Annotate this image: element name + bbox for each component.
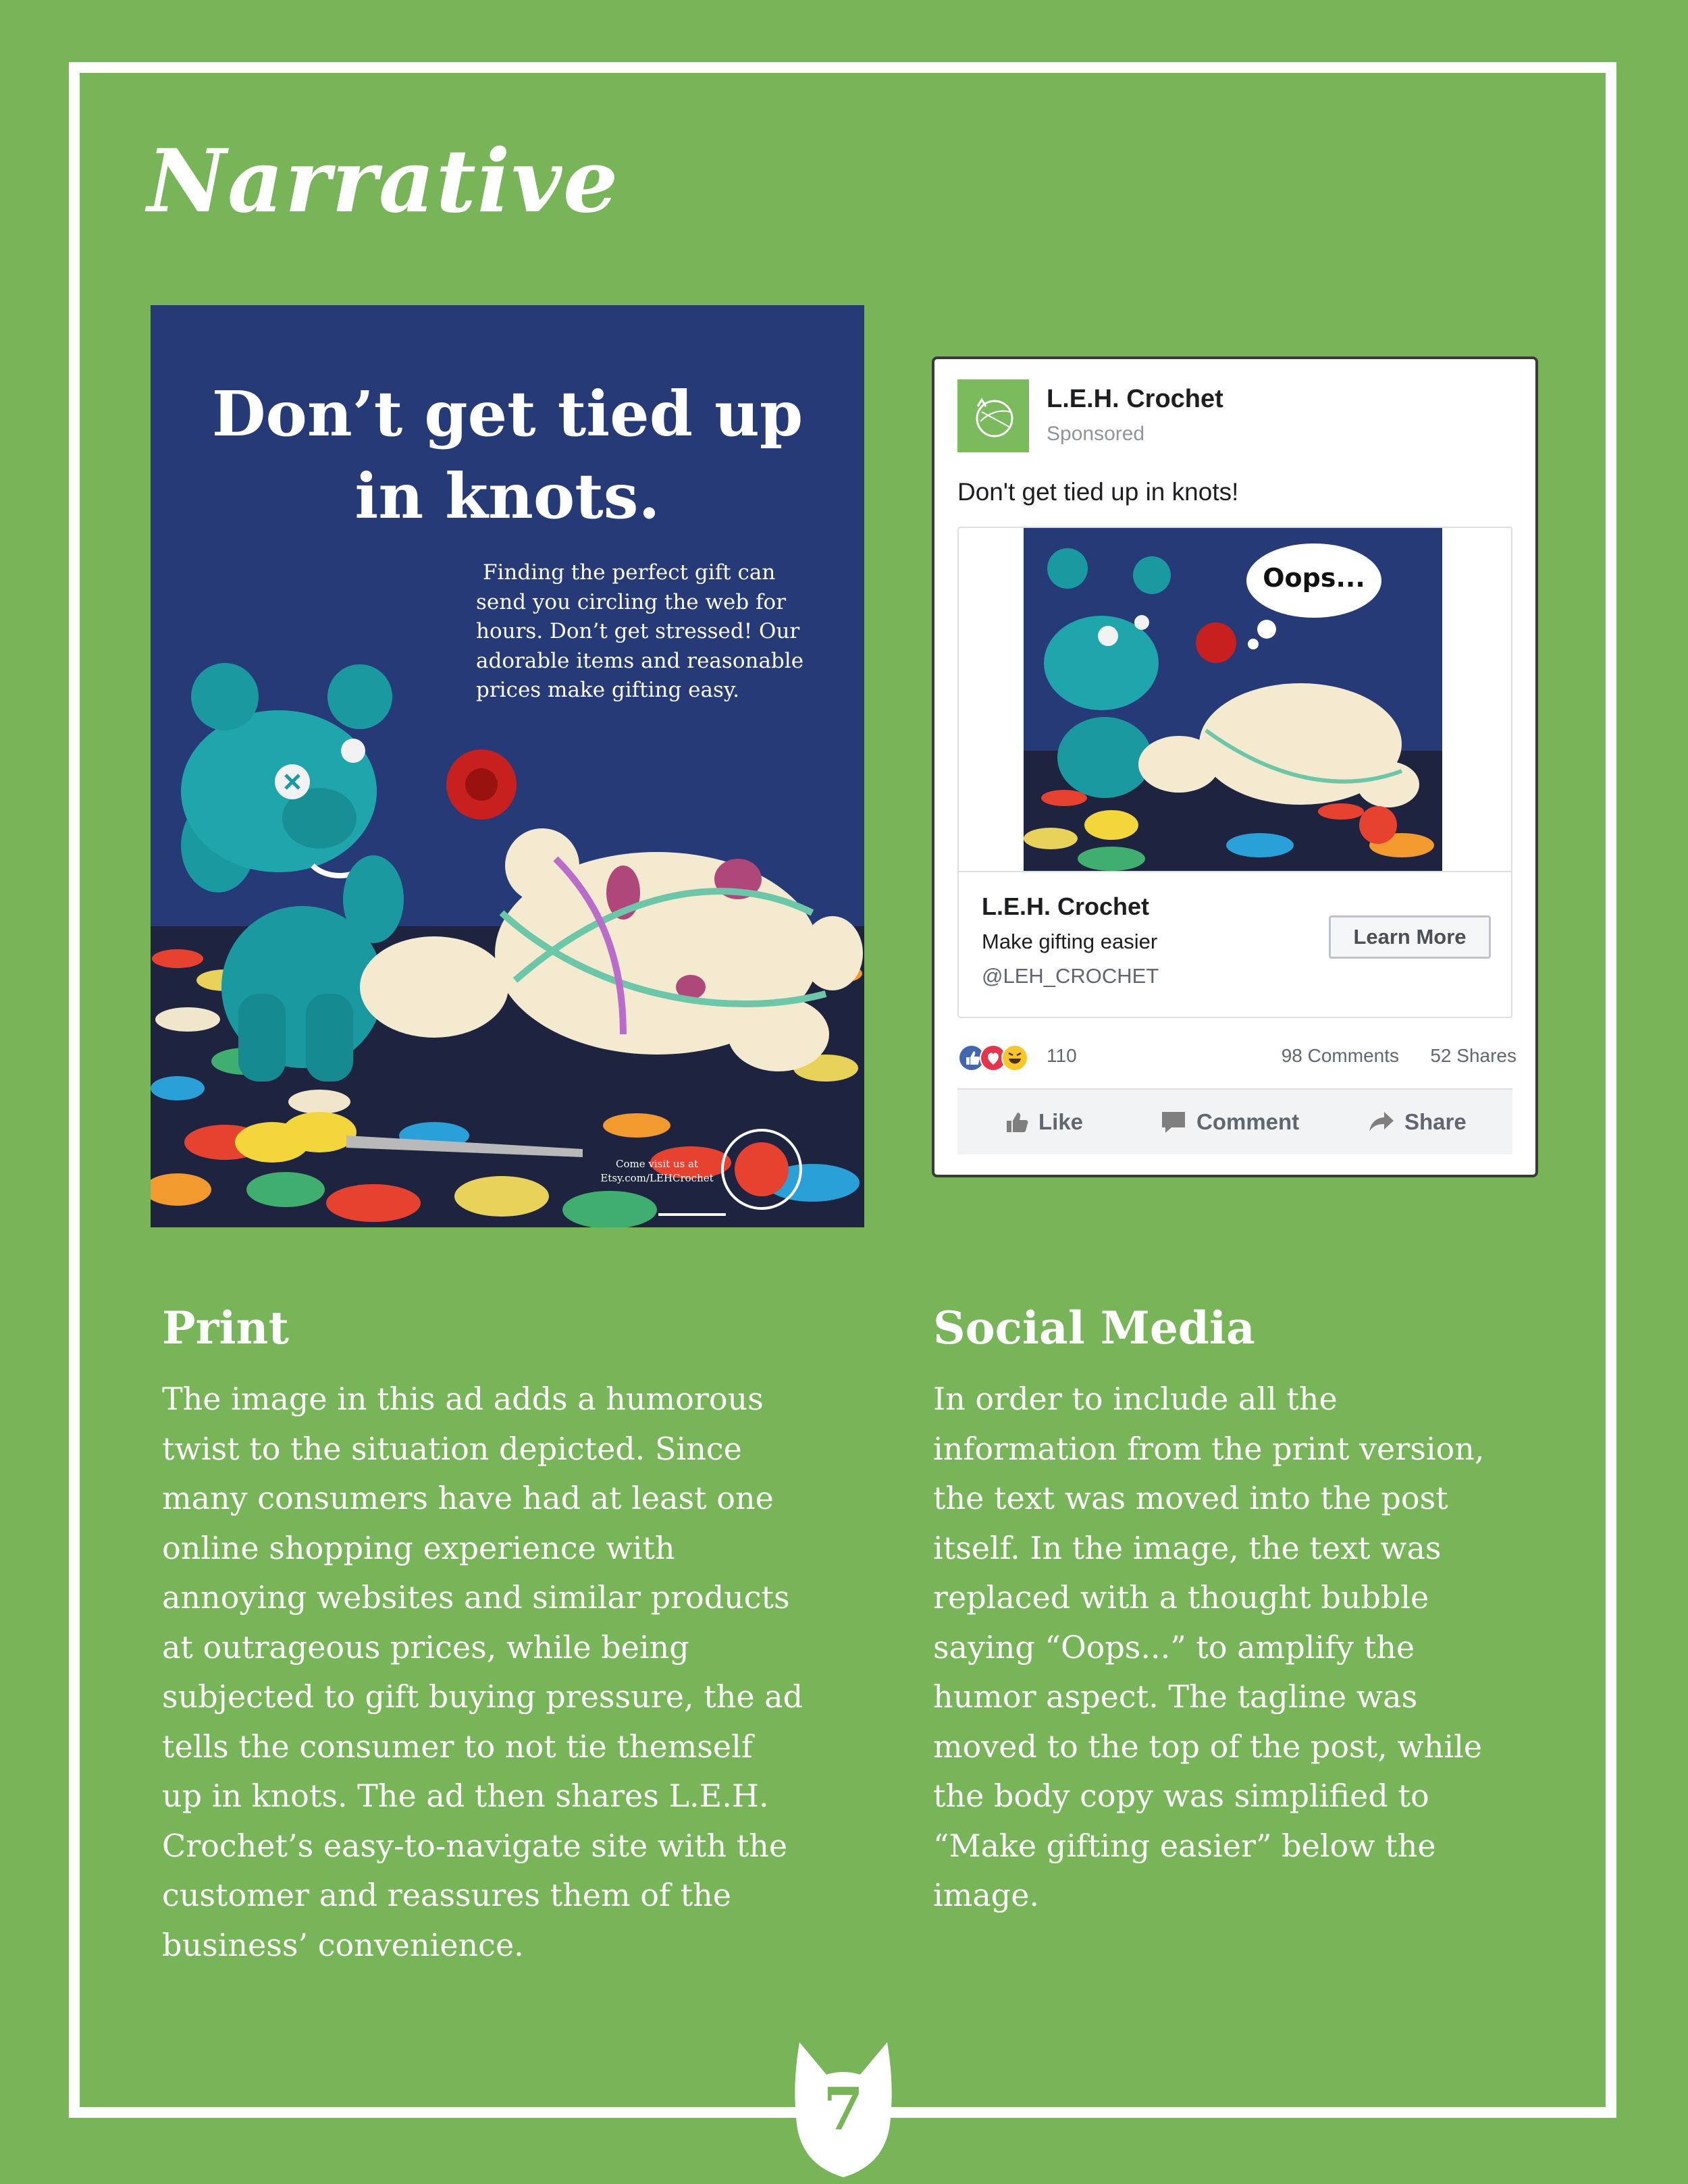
text-line: at outrageous prices, while being bbox=[162, 1628, 689, 1666]
text-line: customer and reassures them of the bbox=[162, 1877, 731, 1913]
visit-line-1: Come visit us at bbox=[615, 1158, 699, 1170]
text-line: humor aspect. The tagline was bbox=[933, 1678, 1418, 1715]
red-bow bbox=[446, 749, 517, 820]
text-line: the body copy was simplified to bbox=[933, 1778, 1429, 1814]
text-line: itself. In the image, the text was bbox=[933, 1529, 1442, 1566]
like-button[interactable] bbox=[1005, 1090, 1083, 1154]
text-line: In order to include all the bbox=[933, 1381, 1338, 1417]
comment-icon bbox=[1160, 1110, 1187, 1134]
body-line: prices make gifting easy. bbox=[476, 678, 740, 702]
print-ad-headline bbox=[151, 373, 864, 537]
reaction-icons[interactable] bbox=[957, 1044, 1032, 1072]
body-line: Finding the perfect gift can bbox=[483, 560, 776, 585]
text-line: up in knots. The ad then shares L.E.H. bbox=[162, 1778, 769, 1814]
text-line: business’ convenience. bbox=[162, 1926, 524, 1963]
cream-bear bbox=[360, 828, 863, 1071]
page-number: 7 bbox=[823, 2075, 864, 2143]
card-handle: @LEH_CROCHET bbox=[982, 964, 1159, 988]
print-ad-underline bbox=[658, 1213, 726, 1216]
text-line: the text was moved into the post bbox=[933, 1480, 1448, 1516]
text-line: twist to the situation depicted. Since bbox=[162, 1430, 742, 1467]
card-subtitle: Make gifting easier bbox=[982, 930, 1158, 953]
page-avatar[interactable] bbox=[957, 379, 1029, 452]
comment-label: Comment bbox=[1196, 1109, 1300, 1134]
like-label: Like bbox=[1038, 1109, 1084, 1134]
text-line: subjected to gift buying pressure, the ad bbox=[162, 1678, 803, 1715]
share-label: Share bbox=[1404, 1109, 1467, 1134]
post-text: Don't get tied up in knots! bbox=[957, 478, 1239, 506]
social-media-section-text bbox=[933, 1375, 1484, 1921]
share-button[interactable] bbox=[1368, 1090, 1467, 1154]
text-line: replaced with a thought bubble bbox=[933, 1579, 1429, 1616]
action-bar bbox=[957, 1090, 1512, 1154]
sponsored-label: Sponsored bbox=[1047, 423, 1145, 445]
social-media-section-heading: Social Media bbox=[933, 1302, 1255, 1354]
facebook-post-mockup bbox=[932, 356, 1538, 1177]
text-line: image. bbox=[933, 1877, 1040, 1913]
page-name[interactable]: L.E.H. Crochet bbox=[1047, 385, 1223, 413]
comments-count[interactable]: 98 Comments bbox=[1281, 1045, 1399, 1066]
comment-button[interactable] bbox=[1160, 1090, 1299, 1154]
page-title: Narrative bbox=[147, 131, 620, 232]
shares-count[interactable]: 52 Shares bbox=[1430, 1045, 1516, 1066]
haha-reaction-icon bbox=[1002, 1045, 1028, 1071]
print-ad-body-copy bbox=[476, 558, 827, 705]
text-line: saying “Oops...” to amplify the bbox=[933, 1628, 1415, 1666]
headline-line-1: Don’t get tied up bbox=[211, 377, 803, 450]
visit-url: Etsy.com/LEHCrochet bbox=[600, 1172, 714, 1184]
text-line: many consumers have had at least one bbox=[162, 1480, 774, 1516]
share-arrow-icon bbox=[1368, 1111, 1395, 1134]
print-section-text bbox=[162, 1375, 803, 1970]
text-line: tells the consumer to not tie themself bbox=[162, 1728, 753, 1765]
print-ad-visit-text bbox=[576, 1157, 738, 1186]
text-line: moved to the top of the post, while bbox=[933, 1728, 1483, 1765]
text-line: online shopping experience with bbox=[162, 1529, 675, 1566]
card-illustration bbox=[1024, 528, 1442, 871]
thought-bubble-text: Oops... bbox=[1263, 563, 1365, 593]
body-line: hours. Don’t get stressed! Our bbox=[476, 619, 800, 643]
headline-line-2: in knots. bbox=[354, 460, 660, 533]
reaction-count[interactable]: 110 bbox=[1047, 1045, 1077, 1066]
text-line: “Make gifting easier” below the bbox=[933, 1827, 1436, 1864]
print-section-heading: Print bbox=[162, 1302, 289, 1354]
text-line: Crochet’s easy-to-navigate site with the bbox=[162, 1827, 788, 1864]
text-line: The image in this ad adds a humorous bbox=[162, 1381, 764, 1417]
text-line: information from the print version, bbox=[933, 1430, 1485, 1467]
thumbs-up-icon bbox=[1005, 1110, 1029, 1134]
learn-more-button[interactable]: Learn More bbox=[1329, 915, 1491, 959]
body-line: send you circling the web for bbox=[476, 589, 787, 614]
text-line: annoying websites and similar products bbox=[162, 1579, 790, 1616]
yarn-ball-icon bbox=[957, 379, 1029, 452]
card-divider bbox=[959, 871, 1511, 872]
card-title[interactable]: L.E.H. Crochet bbox=[982, 893, 1150, 920]
card-image[interactable] bbox=[1024, 528, 1442, 871]
link-card[interactable] bbox=[957, 527, 1512, 1018]
body-line: adorable items and reasonable bbox=[476, 648, 804, 673]
print-ad bbox=[151, 305, 864, 1227]
